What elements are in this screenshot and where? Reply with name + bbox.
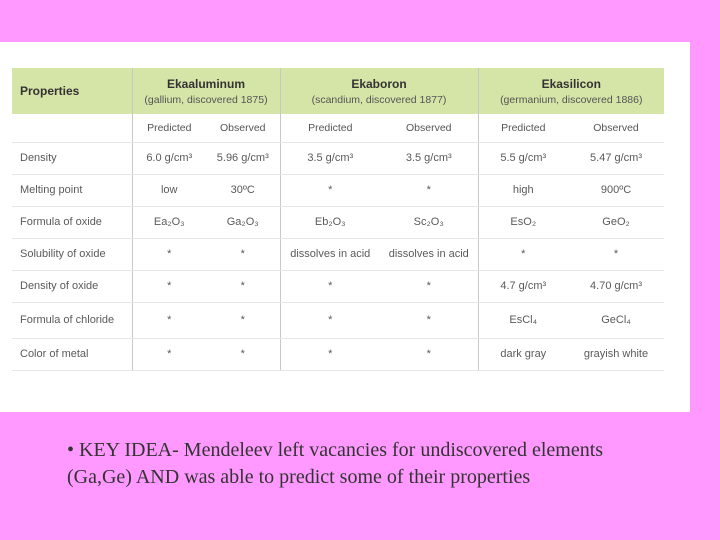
table-row [12,238,664,270]
table-cell: Eb₂O₃ [280,206,380,238]
table-cell: Ga₂O₃ [206,206,280,238]
predicted-label: Predicted [280,114,380,142]
table-row [12,302,664,338]
table-cell: EsO₂ [478,206,568,238]
table-cell: 3.5 g/cm³ [380,142,478,174]
table-cell: * [380,338,478,370]
table-cell: * [568,238,664,270]
table-cell: * [206,302,280,338]
table-cell: * [132,270,206,302]
table-row [12,174,664,206]
table-cell: 3.5 g/cm³ [280,142,380,174]
table-row [12,270,664,302]
table-cell: * [206,238,280,270]
observed-label: Observed [206,114,280,142]
table-cell: dissolves in acid [380,238,478,270]
table-cell: * [132,302,206,338]
predicted-observed-row [12,114,664,142]
table-cell: Sc₂O₃ [380,206,478,238]
property-name: Density [12,142,132,174]
table-cell: 5.5 g/cm³ [478,142,568,174]
table-cell: 5.96 g/cm³ [206,142,280,174]
group-header-ekasilicon: Ekasilicon (germanium, discovered 1886) [478,68,664,114]
table-cell: EsCl₄ [478,302,568,338]
predicted-label: Predicted [478,114,568,142]
key-idea-caption: • KEY IDEA- Mendeleev left vacancies for undiscovered elements (Ga,Ge) AND was able to predict some of their properties [67,439,604,488]
property-name: Density of oxide [12,270,132,302]
observed-label: Observed [568,114,664,142]
property-name: Formula of chloride [12,302,132,338]
properties-header: Properties [12,68,132,114]
table-cell: 4.7 g/cm³ [478,270,568,302]
predicted-label: Predicted [132,114,206,142]
table-cell: * [132,338,206,370]
table-cell: 6.0 g/cm³ [132,142,206,174]
table-cell: high [478,174,568,206]
property-name: Solubility of oxide [12,238,132,270]
group-header-ekaboron: Ekaboron (scandium, discovered 1877) [280,68,478,114]
table-cell: 30ºC [206,174,280,206]
table-cell: * [280,174,380,206]
table-cell: grayish white [568,338,664,370]
table-cell: Ea₂O₃ [132,206,206,238]
table-cell: * [478,238,568,270]
table-cell: * [132,238,206,270]
table-cell: 900ºC [568,174,664,206]
property-name: Melting point [12,174,132,206]
table-cell: 5.47 g/cm³ [568,142,664,174]
table-image-panel [0,42,690,412]
property-name: Color of metal [12,338,132,370]
table-cell: * [380,174,478,206]
table-row [12,206,664,238]
table-cell: * [280,302,380,338]
table-cell: dark gray [478,338,568,370]
table-cell: low [132,174,206,206]
table-cell: GeO₂ [568,206,664,238]
table-cell: 4.70 g/cm³ [568,270,664,302]
observed-label: Observed [380,114,478,142]
table-cell: * [206,338,280,370]
property-name: Formula of oxide [12,206,132,238]
table-cell: dissolves in acid [280,238,380,270]
table-row [12,142,664,174]
table-cell: * [206,270,280,302]
table-row [12,338,664,370]
properties-table [12,68,664,371]
table-cell: * [280,338,380,370]
table-cell: * [380,270,478,302]
table-cell: * [380,302,478,338]
table-cell: * [280,270,380,302]
table-cell: GeCl₄ [568,302,664,338]
group-header-ekaaluminum: Ekaaluminum (gallium, discovered 1875) [132,68,280,114]
